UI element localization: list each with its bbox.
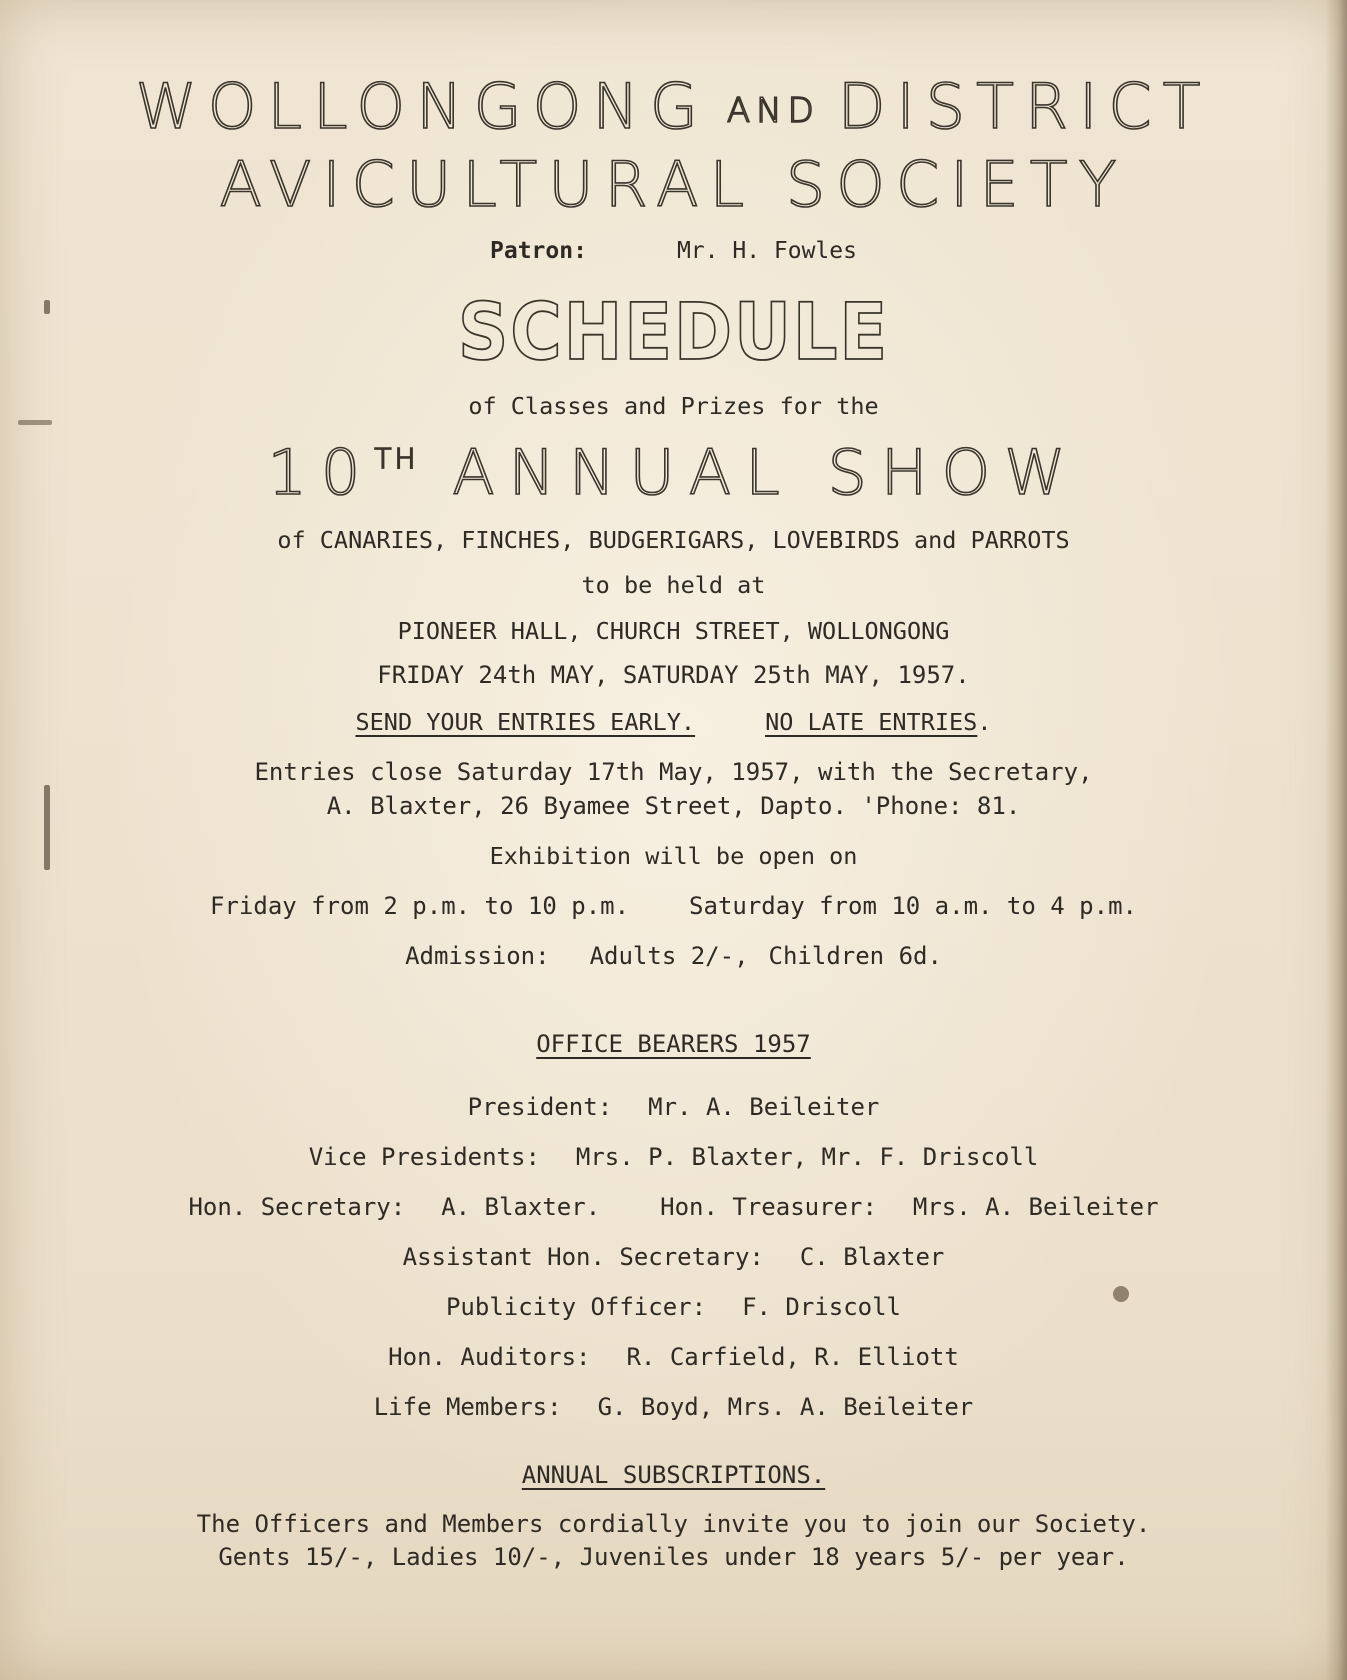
ink-mark [18,420,52,425]
venue: PIONEER HALL, CHURCH STREET, WOLLONGONG [397,617,950,645]
invitation-text: The Officers and Members cordially invite you to join our Society. [196,1510,1151,1538]
classes-line: of Classes and Prizes for the [468,392,879,420]
life-members-line: Life Members: G. Boyd, Mrs. A. Beileiter [373,1393,974,1421]
show-title: ANNUAL SHOW [452,436,1080,509]
held-at: to be held at [581,571,766,599]
secretary-treasurer-line: Hon. Secretary: A. Blaxter. Hon. Treasurer: Mrs. A. Beileiter [188,1193,1159,1221]
opening-hours [0,892,1347,920]
title-word: DISTRICT [837,70,1212,143]
subscription-fees: Gents 15/-, Ladies 10/-, Juveniles under 18 years 5/- per year. [218,1543,1129,1571]
title-and: AND [726,91,820,131]
show-number-suffix: TH [374,442,419,475]
admission-children: Children 6d. [768,942,942,970]
vice-presidents-line: Vice Presidents: Mrs. P. Blaxter, Mr. F. Driscoll [308,1143,1039,1171]
patron-label: Patron: [490,238,587,264]
saturday-hours: Saturday from 10 a.m. to 4 p.m. [689,892,1137,920]
admission-label: Admission: [405,942,550,970]
patron-line [0,238,1347,264]
schedule-heading: SCHEDULE [457,288,890,378]
society-title-line1 [0,70,1347,143]
assistant-secretary-line: Assistant Hon. Secretary: C. Blaxter [402,1243,945,1271]
publicity-officer-line: Publicity Officer: F. Driscoll [445,1293,902,1321]
auditors-line: Hon. Auditors: R. Carfield, R. Elliott [388,1343,959,1371]
exhibition-open: Exhibition will be open on [489,842,858,870]
entries-notice [0,708,1347,736]
entries-close-line1: Entries close Saturday 17th May, 1957, with the Secretary, [254,758,1093,786]
subscriptions-heading: ANNUAL SUBSCRIPTIONS. [521,1461,826,1489]
president-line: President: Mr. A. Beileiter [467,1093,880,1121]
office-bearers-heading: OFFICE BEARERS 1957 [536,1030,811,1058]
send-early-text: SEND YOUR ENTRIES EARLY. [355,708,696,736]
bird-types: of CANARIES, FINCHES, BUDGERIGARS, LOVEBIRDS and PARROTS [277,526,1070,554]
title-word: WOLLONGONG [135,70,709,143]
no-late-period: . [977,708,992,736]
annual-show-heading [0,436,1347,509]
entries-close-line2: A. Blaxter, 26 Byamee Street, Dapto. 'Phone: 81. [326,792,1021,820]
admission-adults: Adults 2/-, [589,942,749,970]
society-title-line2: AVICULTURAL SOCIETY [219,148,1128,221]
show-number: 10 [267,436,375,509]
staple-mark [44,300,50,314]
show-dates: FRIDAY 24th MAY, SATURDAY 25th MAY, 1957. [377,661,970,689]
no-late-text: NO LATE ENTRIES [765,708,978,736]
patron-name: Mr. H. Fowles [676,238,857,264]
admission-line [0,942,1347,970]
friday-hours: Friday from 2 p.m. to 10 p.m. [210,892,630,920]
